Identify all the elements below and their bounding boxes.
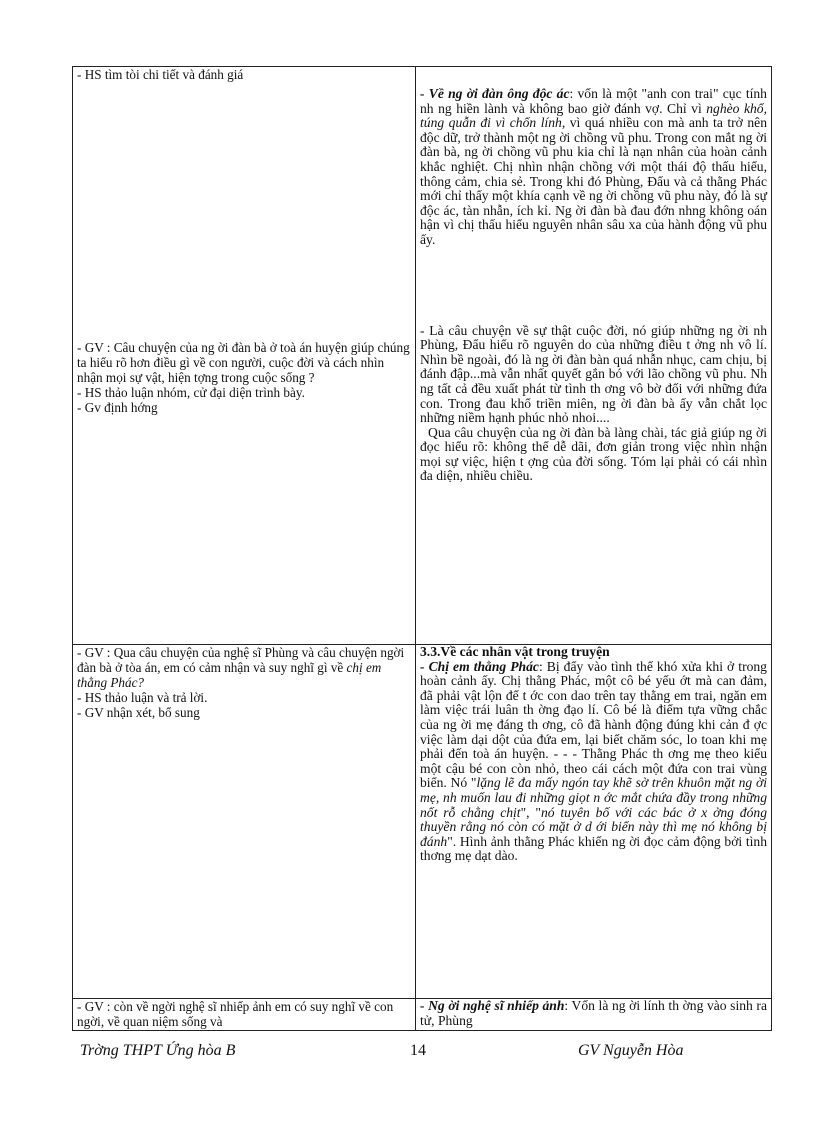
paragraph-italic: nó tuyên bố với các bác ở x ởng đóng thuyền rằng nó còn có mặt ở d ới biển này thì mẹ nó không bị đánh [420, 804, 767, 849]
content-paragraph: Qua câu chuyện của ng ời đàn bà làng chài, tác giả giúp ng ời đọc hiểu rõ: không thể dễ dãi, đơn giản trong việc nhìn nhận mọi sự việc, hiện t ợng của đời sống. Tóm lại phải có cái nhìn đa diện, nhiều chiều. [420, 424, 767, 484]
section-heading: 3.3.Về các nhân vật trong truyện [420, 644, 610, 659]
table-row [73, 645, 772, 999]
content-paragraph: - Là câu chuyện về sự thật cuộc đời, nó giúp những ng ời nh Phùng, Đẩu hiểu rõ nguyên do của những điều t ởng nh vô lí. Nhìn bề ngoài, đó là ng ời đàn bàn quá nhẫn nhục, cam chịu, bị đánh đập...mà vẫn nhất quyết gắn bó với lão chồng vũ phu. Nh ng tất cả đều xuất phát từ tình th ơng vô bờ đối với những đứa con. Trong đau khổ triền miên, ng ời đàn bà ấy vẫn chắt lọc những niềm hạnh phúc nhỏ nhoi.... [420, 322, 767, 426]
paragraph-italic: nghèo khổ, túng quẫn đi vì chốn lính, [420, 100, 767, 131]
activity-line: - HS thảo luận và trả lời. [77, 690, 208, 705]
page-footer [80, 1042, 740, 1066]
content-cell [416, 999, 772, 1031]
activity-line: - Gv định hớng [77, 400, 158, 415]
activity-text: - GV : Qua câu chuyện của nghệ sĩ Phùng và câu chuyện ngời đàn bà ở tòa án, em có cảm nhận và suy nghĩ gì về [77, 645, 405, 675]
activity-line: - HS thảo luận nhóm, cử đại diện trình bày. [77, 385, 305, 400]
paragraph-italic: lặng lẽ đa mấy ngón tay khẽ sờ trên khuôn mặt ng ời mẹ, nh muốn lau đi những giọt n ớc mắt chứa đầy trong những nốt rỗ chằng chịt [420, 775, 767, 820]
activity-italic: chị em thằng Phác? [77, 660, 382, 690]
footer-teacher: GV Nguyễn Hòa [578, 1042, 684, 1059]
paragraph-text: : Bị đẩy vào tình thế khó xửa khi ở trong hoàn cảnh ấy. Chị thằng Phác, một cô bé yếu ớt mà can đảm, đã phải vật lộn để t ớc con dao trên tay thằng em trai, ngăn em làm việc trái luân th ờng đạo lí. Cô bé là điểm tựa vững chắc của ng ời mẹ đáng th ơng, cô đã hành động đúng khi cản đ ợc việc làm dại dột của đứa em, lại biết chăm sóc, lo toan khi mẹ phải đến toà án huyện. - - - Thằng Phác th ơng mẹ theo kiểu một cậu bé con còn nhỏ, theo cái cách một đứa con trai vùng biển. Nó " [420, 658, 767, 791]
footer-school: Trờng THPT Ứng hòa B [80, 1042, 236, 1059]
content-cell [416, 645, 772, 999]
content-paragraph [420, 87, 767, 248]
paragraph-text: : vốn là một "anh con trai" cục tính nh ng hiền lành và không bao giờ đánh vợ. Chỉ vì [420, 86, 767, 116]
content-paragraph [420, 660, 767, 864]
paragraph-tail: vì quá nhiều con mà anh ta trở nên độc dữ, trở thành một ng ời chồng vũ phu. Trong con mắt ng ời đàn bà, ng ời chồng vũ phu kia chỉ là nạn nhân của hoàn cảnh khắc nghiệt. Chị nhìn nhận chồng với một thái độ thấu hiểu, thông cảm, chia sẻ. Trong khi đó Phùng, Đẩu và cả thằng Phác mới chỉ thấy một khía cạnh về ng ời chồng vũ phu này, đó là sự độc ác, tàn nhẫn, ích kỉ. Ng ời đàn bà đau đớn nhng không oán hận vì chị thấu hiểu nguyên nhân sâu xa của hành động vũ phu ấy. [420, 115, 768, 247]
paragraph-tail: ", " [520, 804, 541, 820]
activity-cell [73, 999, 416, 1031]
content-paragraph [420, 999, 767, 1028]
activity-line: - GV nhận xét, bổ sung [77, 705, 200, 720]
activity-cell [73, 645, 416, 999]
activity-cell [73, 67, 416, 645]
paragraph-lead: - Về ng ời đàn ông độc ác [420, 86, 570, 101]
paragraph-tail: ". Hình ảnh thằng Phác khiến ng ời đọc cảm động bởi tình thơng mẹ dạt dào. [420, 833, 767, 864]
footer-page-number: 14 [410, 1042, 426, 1059]
lesson-table [72, 66, 772, 1031]
paragraph-lead: - Chị em thằng Phác [420, 658, 539, 674]
activity-line [77, 645, 411, 690]
paragraph-text: : Vốn là ng ời lính th ờng vào sinh ra tử, Phùng [420, 998, 767, 1028]
table-row [73, 999, 772, 1031]
table-row [73, 67, 772, 645]
activity-line: - GV : Câu chuyện của ng ời đàn bà ở toà án huyện giúp chúng ta hiểu rõ hơn điều gì về con người, cuộc đời và cách nhìn nhận mọi sự vật, hiện tợng trong cuộc sống ? [77, 340, 410, 385]
document-page [72, 66, 768, 1031]
content-cell [416, 67, 772, 645]
activity-line: - GV : còn về ngời nghệ sĩ nhiếp ảnh em có suy nghĩ về con ngời, về quan niệm sống và [77, 999, 394, 1029]
activity-line: - HS tìm tòi chi tiết và đánh giá [77, 67, 244, 82]
paragraph-lead: - Ng ời nghệ sĩ nhiếp ảnh [420, 998, 565, 1013]
